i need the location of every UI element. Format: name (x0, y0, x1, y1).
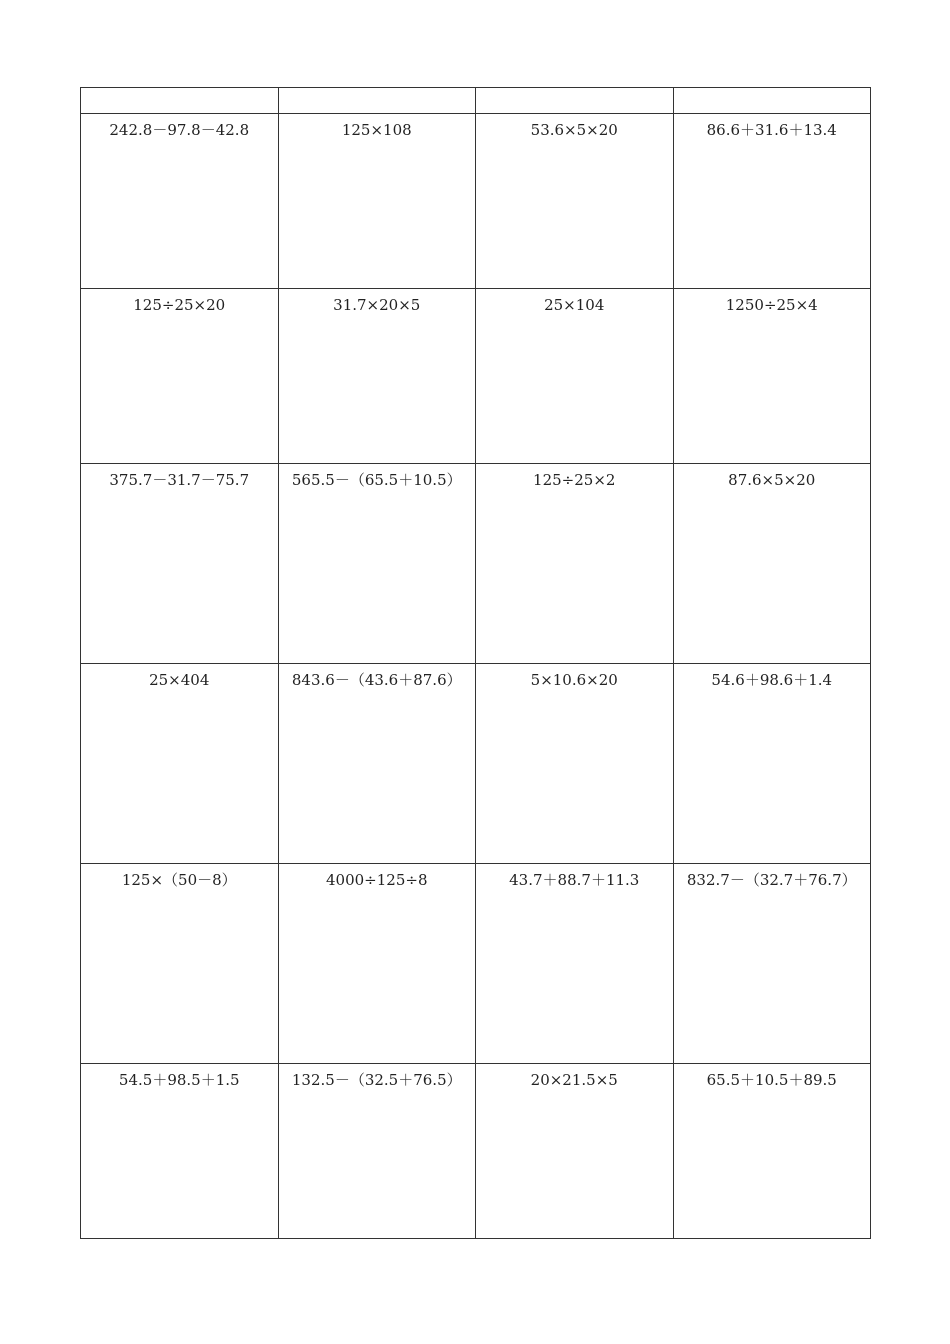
problem-expression: 843.6－（43.6＋87.6） (291, 671, 462, 689)
problem-row (81, 289, 871, 464)
problem-expression: 43.7＋88.7＋11.3 (509, 871, 640, 889)
problem-cell (476, 864, 674, 1064)
problem-expression: 25×104 (544, 296, 605, 314)
problem-cell (673, 664, 871, 864)
header-cell (81, 88, 279, 114)
problem-expression: 125×108 (341, 121, 412, 139)
problem-cell (81, 664, 279, 864)
problem-cell (81, 289, 279, 464)
problem-row (81, 1064, 871, 1239)
problem-cell (81, 114, 279, 289)
problem-cell (673, 1064, 871, 1239)
problem-cell (673, 864, 871, 1064)
problem-expression: 87.6×5×20 (728, 471, 816, 489)
problem-cell (81, 1064, 279, 1239)
problem-row (81, 114, 871, 289)
problem-expression: 242.8－97.8－42.8 (109, 121, 250, 139)
problem-cell (476, 114, 674, 289)
problem-expression: 25×404 (149, 671, 210, 689)
header-row (81, 88, 871, 114)
problem-expression: 86.6＋31.6＋13.4 (706, 121, 837, 139)
problem-expression: 125÷25×2 (533, 471, 616, 489)
problem-expression: 65.5＋10.5＋89.5 (706, 1071, 837, 1089)
problem-expression: 54.6＋98.6＋1.4 (711, 671, 833, 689)
worksheet-table (80, 87, 871, 1239)
problem-expression: 125÷25×20 (133, 296, 226, 314)
problem-cell (278, 289, 476, 464)
problem-cell (673, 114, 871, 289)
problem-cell (476, 1064, 674, 1239)
problem-cell (278, 664, 476, 864)
problem-expression: 125×（50－8） (121, 871, 237, 889)
problem-cell (673, 289, 871, 464)
problem-expression: 31.7×20×5 (333, 296, 421, 314)
problem-expression: 54.5＋98.5＋1.5 (118, 1071, 240, 1089)
problem-expression: 20×21.5×5 (530, 1071, 618, 1089)
problem-cell (476, 289, 674, 464)
problem-cell (81, 464, 279, 664)
problem-cell (81, 864, 279, 1064)
problem-expression: 132.5－（32.5＋76.5） (291, 1071, 462, 1089)
problem-cell (278, 464, 476, 664)
problem-row (81, 664, 871, 864)
problem-expression: 53.6×5×20 (530, 121, 618, 139)
problem-row (81, 864, 871, 1064)
problem-cell (278, 1064, 476, 1239)
problem-cell (476, 664, 674, 864)
problem-row (81, 464, 871, 664)
header-cell (278, 88, 476, 114)
problem-cell (476, 464, 674, 664)
problem-expression: 565.5－（65.5＋10.5） (291, 471, 462, 489)
problem-expression: 5×10.6×20 (530, 671, 618, 689)
problem-cell (673, 464, 871, 664)
header-cell (476, 88, 674, 114)
header-cell (673, 88, 871, 114)
problem-expression: 4000÷125÷8 (326, 871, 428, 889)
problem-cell (278, 864, 476, 1064)
problem-expression: 1250÷25×4 (725, 296, 818, 314)
problem-expression: 375.7－31.7－75.7 (109, 471, 250, 489)
problem-expression: 832.7－（32.7＋76.7） (686, 871, 857, 889)
problem-cell (278, 114, 476, 289)
